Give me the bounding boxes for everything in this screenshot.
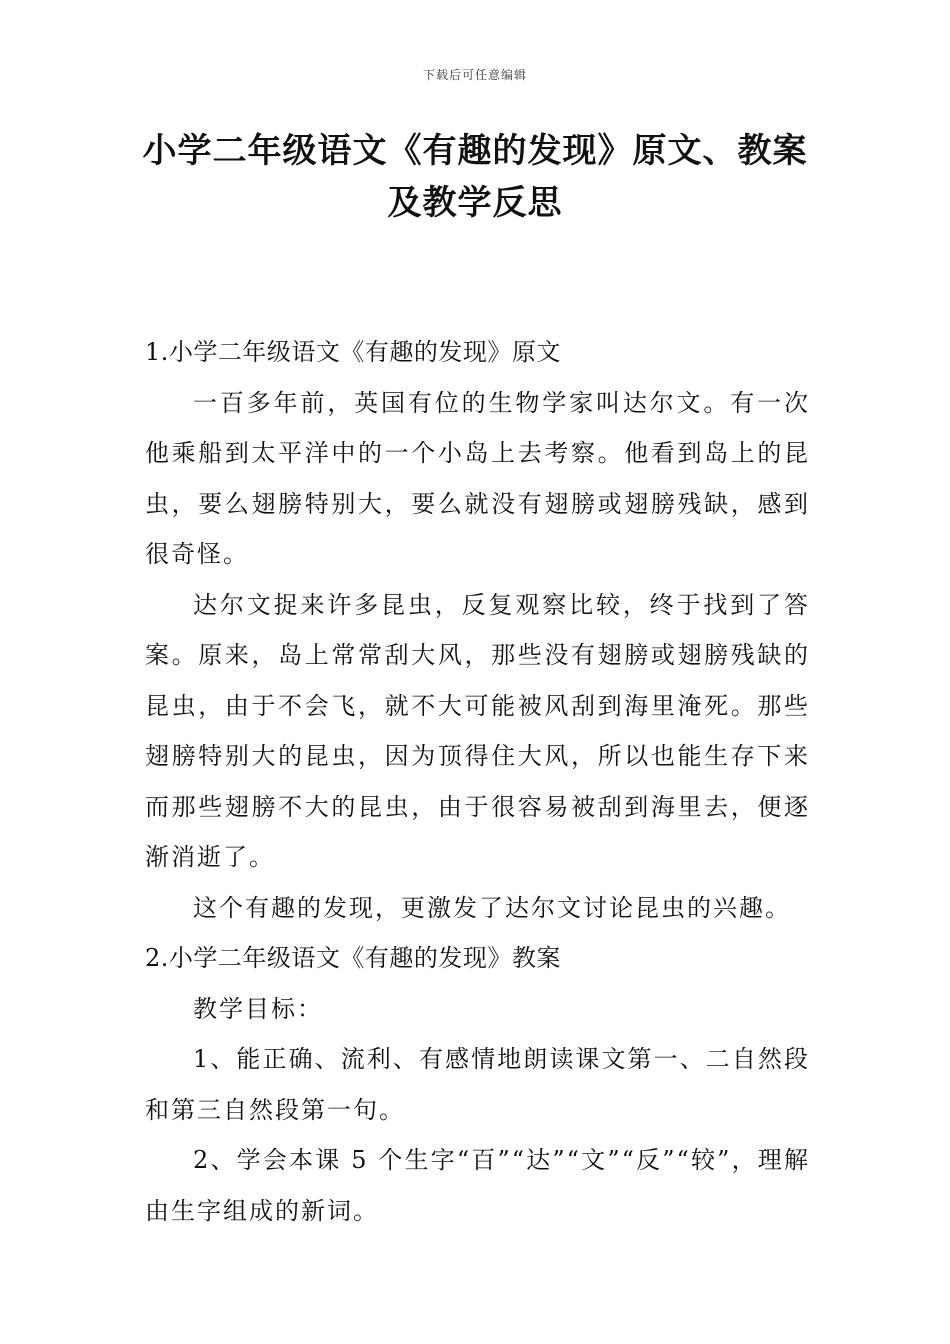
section-heading-lesson-plan: 2.小学二年级语文《有趣的发现》教案 (145, 944, 561, 972)
header-note: 下载后可任意编辑 (422, 68, 527, 82)
document-title: 小学二年级语文《有趣的发现》原文、教案及教学反思 (142, 131, 808, 223)
document-body (145, 327, 810, 1236)
section-heading-original-text: 1.小学二年级语文《有趣的发现》原文 (145, 338, 561, 366)
paragraph: 教学目标： (193, 994, 323, 1023)
paragraph: 达尔文捉来许多昆虫，反复观察比较，终于找到了答案。原来，岛上常常刮大风，那些没有翅膀或翅膀残缺的昆虫，由于不会飞，就不大可能被风刮到海里淹死。那些翅膀特别大的昆虫，因为顶得住大风，所以也能生存下来而那些翅膀不大的昆虫，由于很容易被刮到海里去，便逐渐消逝了。 (145, 590, 810, 871)
paragraph: 1、能正确、流利、有感情地朗读课文第一、二自然段和第三自然段第一句。 (145, 1045, 810, 1124)
paragraph: 一百多年前，英国有位的生物学家叫达尔文。有一次他乘船到太平洋中的一个小岛上去考察。他看到岛上的昆虫，要么翅膀特别大，要么就没有翅膀或翅膀残缺，感到很奇怪。 (145, 388, 810, 568)
paragraph: 这个有趣的发现，更激发了达尔文讨论昆虫的兴趣。 (193, 893, 791, 922)
paragraph: 2、学会本课 5 个生字“百”“达”“文”“反”“较”，理解由生字组成的新词。 (145, 1146, 810, 1225)
